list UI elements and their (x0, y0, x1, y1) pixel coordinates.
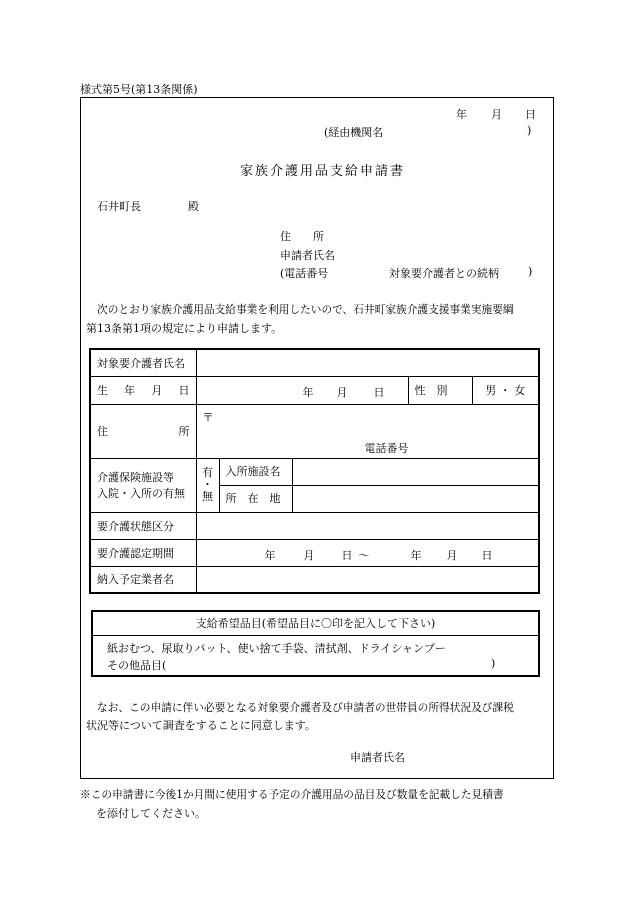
form-title: 家族介護用品支給申請書 (240, 164, 406, 179)
address-label: 住 所 (97, 425, 190, 438)
facility-yes: 有 (202, 466, 213, 479)
addressee-name: 石井町長 (97, 200, 141, 213)
row-care-level (90, 512, 539, 539)
row-birthdate (90, 376, 539, 404)
facility-label-line-2: 入院・入所の有無 (97, 487, 185, 500)
signature-label: 申請者氏名 (350, 751, 405, 764)
facility-yes-no[interactable] (197, 459, 220, 512)
sex-label: 性 別 (408, 377, 472, 404)
desired-items-header: 支給希望品目(希望品目に〇印を記入して下さい) (93, 612, 538, 636)
care-period-label: 要介護認定期間 (90, 539, 196, 566)
care-period-field[interactable] (196, 539, 539, 566)
consent-line-2: 状況等について調査をすることに同意します。 (86, 719, 316, 732)
consent-line-1: なお、この申請に伴い必要となる対象要介護者及び申請者の世帯員の所得状況及び課税 (97, 701, 514, 714)
facility-name-field[interactable] (293, 459, 539, 485)
care-period-tilde: ～ (358, 548, 370, 562)
applicant-name-label: 申請者氏名 (280, 249, 335, 262)
date-month: 月 (491, 108, 502, 121)
supplier-field[interactable] (196, 566, 539, 593)
intro-text-line-1: 次のとおり家族介護用品支給事業を利用したいので、石井町家族介護支援事業実施要綱 (97, 303, 514, 316)
facility-dot: ・ (202, 478, 213, 491)
row-care-period (90, 539, 539, 566)
birthdate-field[interactable] (196, 376, 472, 404)
via-agency-close: ) (527, 124, 532, 137)
facility-label-line-1: 介護保険施設等 (97, 471, 174, 484)
desired-items-list[interactable]: 紙おむつ、尿取りパット、使い捨て手袋、清拭剤、ドライシャンプー (107, 642, 446, 655)
row-target-name (90, 349, 539, 376)
supplier-label: 納入予定業者名 (90, 566, 196, 593)
addressee-honorific: 殿 (188, 200, 199, 213)
row-facility (90, 458, 539, 512)
care-level-field[interactable] (196, 512, 539, 539)
birthdate-label: 生 年 月 日 (97, 384, 190, 397)
facility-location-field[interactable] (293, 486, 539, 512)
facility-name-label: 入所施設名 (220, 459, 293, 485)
desired-items-box (91, 610, 540, 677)
address-phone-label: 電話番号 (364, 441, 409, 455)
via-agency-label: (経由機関名 (324, 126, 384, 139)
row-supplier (90, 566, 539, 593)
birthdate-day: 日 (373, 385, 385, 399)
date-day: 日 (525, 108, 536, 121)
date-year: 年 (456, 108, 467, 121)
birthdate-month: 月 (336, 385, 348, 399)
care-period-d1: 日 (341, 548, 353, 562)
target-name-label: 対象要介護者氏名 (90, 349, 196, 376)
applicant-address-label: 住 所 (280, 230, 324, 243)
care-period-y2: 年 (410, 548, 422, 562)
birthdate-year: 年 (302, 385, 314, 399)
intro-text-line-2: 第13条第1項の規定により申請します。 (86, 322, 283, 335)
other-items-close: ) (491, 657, 496, 670)
form-number: 様式第5号(第13条関係) (80, 83, 198, 96)
applicant-info-table (89, 348, 540, 594)
applicant-phone-label: (電話番号 (280, 267, 329, 280)
applicant-relation-close: ) (528, 265, 533, 278)
care-period-d2: 日 (481, 548, 493, 562)
other-items-label[interactable]: その他品目( (107, 659, 167, 672)
row-address (90, 404, 539, 458)
note-line-1: ※この申請書に今後1か月間に使用する予定の介護用品の品目及び数量を記載した見積書 (80, 788, 504, 801)
facility-location-label: 所 在 地 (220, 486, 293, 512)
target-name-field[interactable] (196, 349, 539, 376)
postal-mark: 〒 (202, 410, 214, 424)
note-line-2: を添付してください。 (96, 807, 206, 820)
care-period-m1: 月 (303, 548, 315, 562)
applicant-relation-label: 対象要介護者との続柄 (389, 267, 499, 280)
sex-value[interactable]: 男 ・ 女 (472, 376, 539, 404)
care-period-y1: 年 (264, 548, 276, 562)
care-period-m2: 月 (446, 548, 458, 562)
care-level-label: 要介護状態区分 (90, 512, 196, 539)
facility-no: 無 (202, 490, 213, 503)
address-field[interactable] (196, 404, 539, 458)
